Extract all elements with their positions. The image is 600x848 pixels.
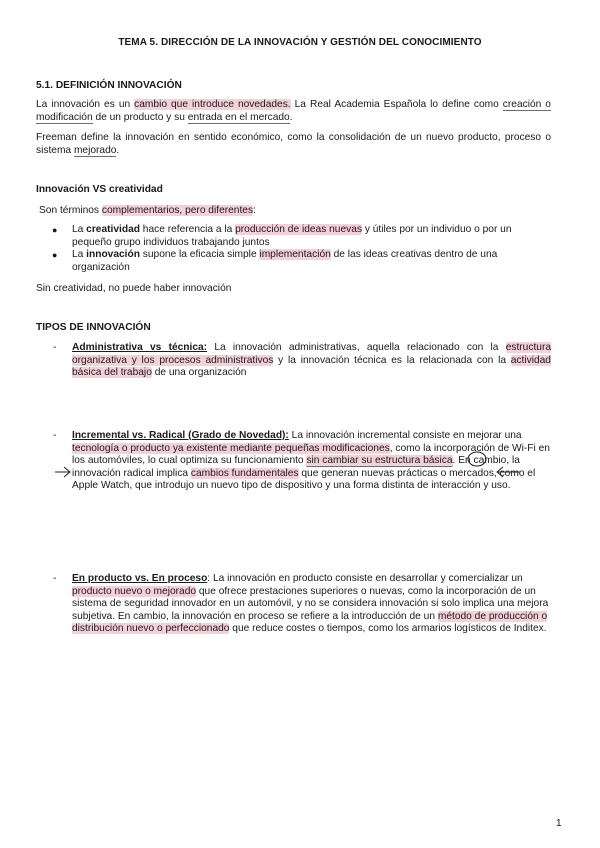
item-heading: En producto vs. En proceso	[72, 573, 208, 584]
list-dash: -	[53, 430, 57, 441]
text-run: La	[72, 224, 87, 235]
highlight: cambio que introduce novedades.	[134, 99, 291, 110]
highlight: complementarios, pero diferentes	[101, 205, 254, 216]
text-run: de una organización	[151, 367, 247, 379]
definition-paragraph	[36, 99, 551, 124]
tipo-producto-proceso	[72, 573, 551, 636]
section-heading-innovacion-vs-creatividad: Innovación VS creatividad	[36, 184, 163, 195]
text-run: . En cambio, la innovación radical implica	[72, 455, 520, 479]
document-title: TEMA 5. DIRECCIÓN DE LA INNOVACIÓN Y GESTIÓN DEL CONOCIMIENTO	[118, 37, 482, 48]
freeman-paragraph	[36, 132, 551, 157]
text-run: que generan nuevas prácticas o mercados, como el Apple Watch, que introdujo un nuevo tipo de dispositivo y una forma distinta de interacción y uso.	[72, 467, 536, 492]
list-dash: -	[53, 342, 57, 353]
item-heading: Incremental vs. Radical (Grado de Novedad):	[72, 430, 289, 441]
text-run: .	[116, 144, 120, 156]
text-run: de un producto y su	[92, 111, 188, 123]
text-run: La innovación incremental consiste en mejorar una	[288, 430, 522, 441]
left-arrow-mark-icon	[55, 467, 70, 477]
text-run: hace referencia a la	[139, 224, 236, 235]
text-run: y la innovación técnica es la relacionada con la	[273, 354, 511, 366]
underlined-text: mejorado	[73, 144, 117, 156]
highlight: producción de ideas nuevas	[235, 224, 362, 235]
list-dash: -	[53, 573, 57, 584]
text-run: Freeman define la innovación en sentido económico, como la consolidación de un nuevo producto, proceso o sistema	[36, 132, 551, 156]
highlight: implementación	[259, 249, 331, 260]
section-heading-definicion: 5.1. DEFINICIÓN INNOVACIÓN	[36, 80, 182, 91]
text-run: La Real Academia Española lo define como	[290, 99, 503, 110]
bullet-text	[72, 224, 552, 249]
underlined-text: creación o modificación	[36, 99, 551, 123]
bold-term: creatividad	[86, 224, 140, 235]
text-run: supone la eficacia simple	[139, 249, 260, 260]
page-number: 1	[556, 818, 562, 829]
underlined-text: entrada en el mercado	[187, 111, 290, 123]
highlight: método de producción o distribución nuevo o perfeccionado	[72, 610, 548, 635]
text-run: La innovación administrativas, aquella relacionado con la	[207, 342, 506, 353]
bold-term: innovación	[86, 249, 140, 260]
text-run: La innovación es un	[36, 99, 135, 110]
text-run: : La innovación en producto consiste en desarrollar y comercializar un	[207, 573, 523, 584]
text-run: que ofrece prestaciones superiores o nuevas, como la incorporación de un sistema de seguridad innovador en un automóvil, y no se considera innovación si solo implica una mejora subjetiva. En cambio, la innovación en proceso se refiere a la introducción de un	[72, 585, 549, 622]
bullet-dot-icon: ●	[52, 250, 58, 260]
highlight: sin cambiar su estructura básica	[306, 455, 453, 467]
text-run: .	[289, 111, 293, 123]
section-heading-tipos: TIPOS DE INNOVACIÓN	[36, 322, 151, 333]
text-run: de las ideas creativas dentro de una organización	[72, 249, 498, 273]
highlight: tecnología o producto ya existente mediante pequeñas modificaciones	[72, 442, 390, 454]
text-run: :	[253, 205, 256, 216]
text-run: que reduce costes o tiempos, como los armarios logísticos de Inditex.	[229, 623, 547, 635]
tipo-administrativa-tecnica	[72, 342, 551, 380]
tipo-incremental-radical	[72, 430, 551, 493]
bullet-dot-icon: ●	[52, 225, 58, 235]
item-heading: Administrativa vs técnica:	[72, 342, 208, 353]
highlight: cambios fundamentales	[190, 467, 299, 479]
text-run: , como la incorporación de Wi-Fi en los automóviles, lo cual optimiza su funcionamiento	[72, 442, 550, 467]
highlight: estructura organizativa y los procesos administrativos	[72, 342, 551, 366]
highlight: actividad básica del trabajo	[72, 354, 551, 379]
closing-sentence: Sin creatividad, no puede haber innovación	[36, 283, 232, 294]
text-run: La	[72, 249, 87, 260]
highlight: producto nuevo o mejorado	[72, 585, 197, 597]
text-run: Son términos	[39, 205, 102, 216]
terms-intro	[39, 205, 554, 218]
text-run: y útiles por un individuo o por un pequeño grupo individuos trabajando juntos	[72, 224, 512, 248]
bullet-text	[72, 249, 552, 274]
